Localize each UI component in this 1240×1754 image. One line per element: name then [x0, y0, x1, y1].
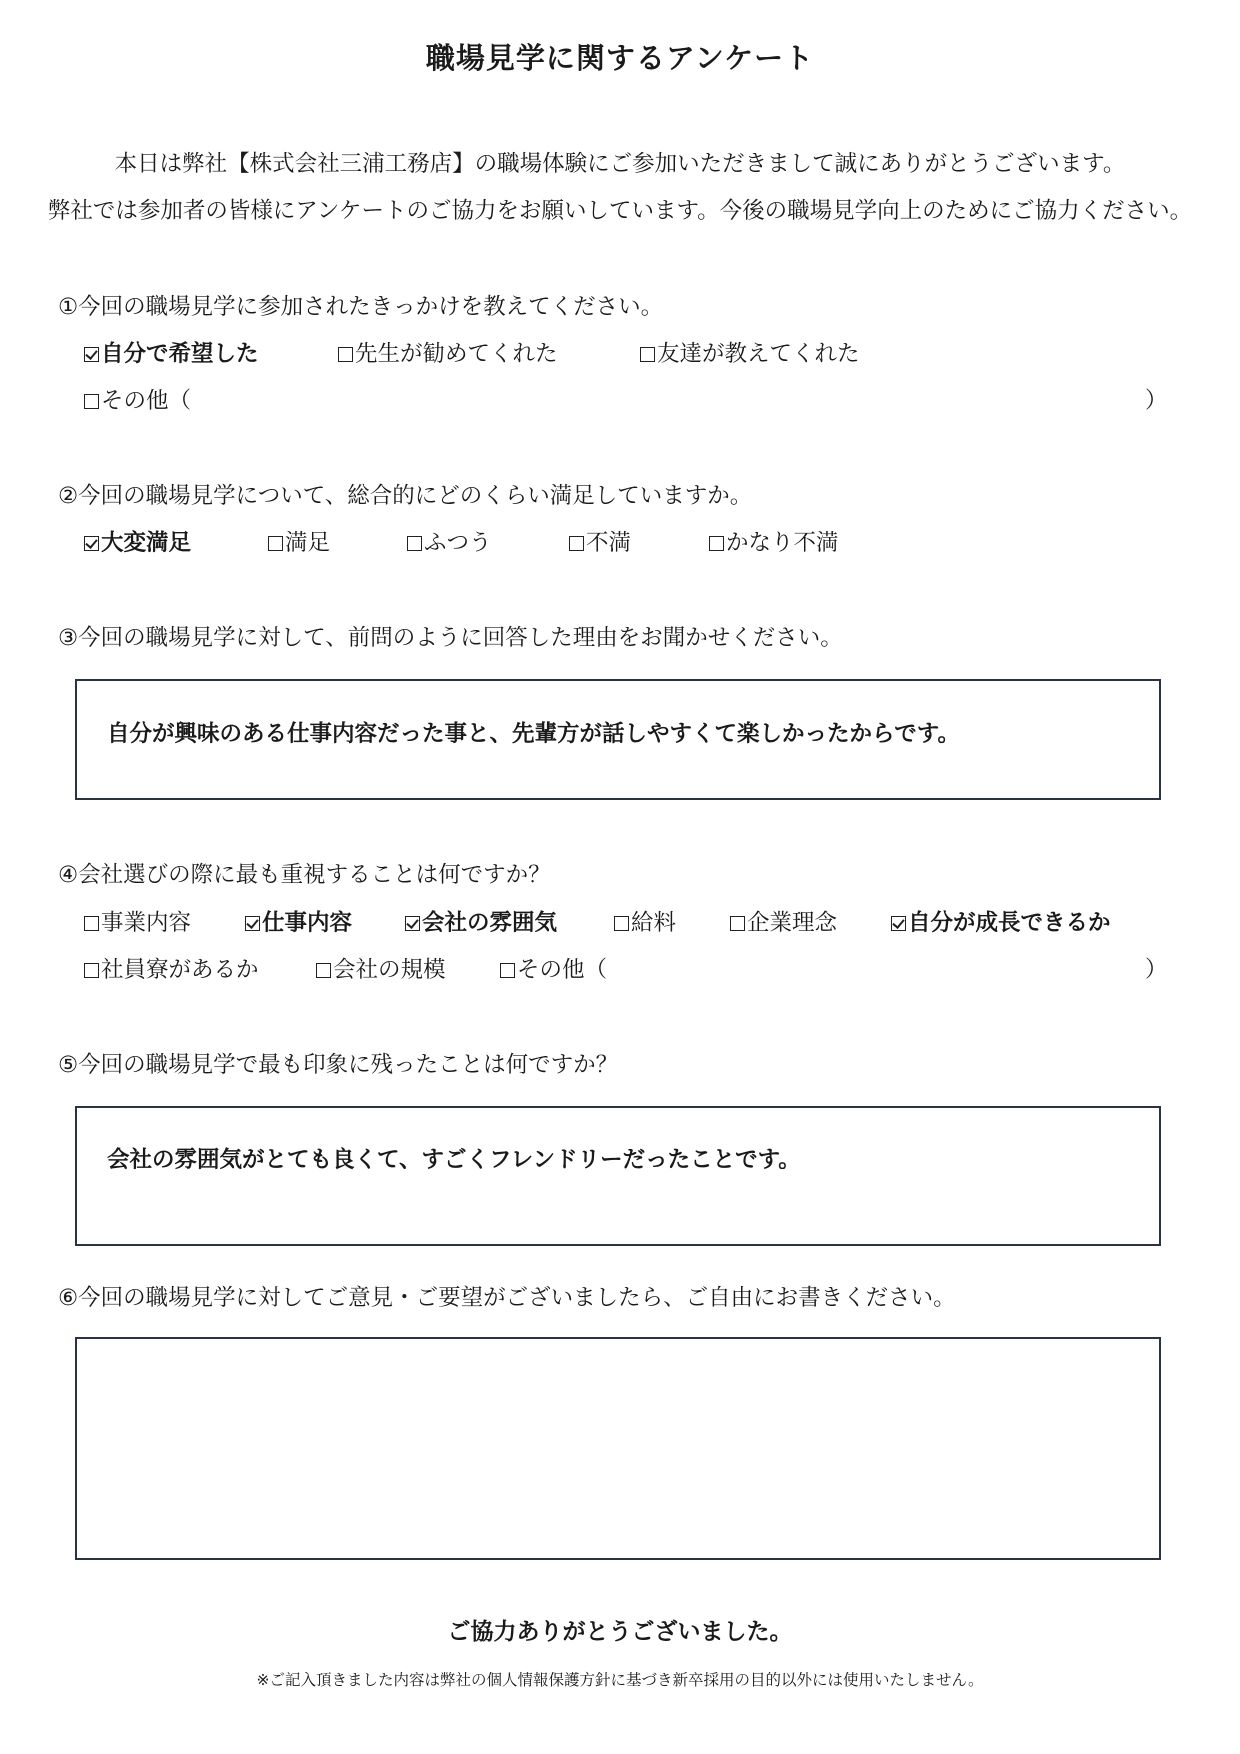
- q1-other-close-paren: ）: [1145, 388, 1168, 414]
- option-label: その他（: [517, 957, 608, 983]
- option-label: 先生が勧めてくれた: [355, 341, 558, 367]
- checkbox-icon[interactable]: [84, 963, 99, 978]
- q1-option-2[interactable]: [338, 336, 558, 368]
- option-label: 大変満足: [101, 530, 192, 556]
- checkbox-icon[interactable]: [730, 916, 745, 931]
- question-6: ⑥今回の職場見学に対してご意見・ご要望がございましたら、ご自由にお書きください。: [58, 1285, 956, 1311]
- page-title: 職場見学に関するアンケート: [425, 41, 815, 75]
- checkbox-icon[interactable]: [614, 916, 629, 931]
- option-label: 不満: [586, 530, 632, 556]
- q2-option-1[interactable]: [84, 525, 191, 557]
- checkbox-icon[interactable]: [500, 963, 515, 978]
- option-label: 会社の規模: [333, 957, 446, 983]
- checkbox-icon[interactable]: [84, 347, 99, 362]
- checkbox-icon[interactable]: [245, 916, 260, 931]
- checkbox-icon[interactable]: [268, 536, 283, 551]
- q4-option-2[interactable]: [245, 905, 352, 937]
- option-label: ふつう: [424, 530, 492, 556]
- option-label: 仕事内容: [262, 910, 353, 936]
- q4-option-6[interactable]: [891, 905, 1111, 937]
- q3-answer-box[interactable]: [75, 679, 1161, 800]
- privacy-note: ※ご記入頂きました内容は弊社の個人情報保護方針に基づき新卒採用の目的以外には使用いたしません。: [256, 1671, 984, 1689]
- q4-option-1[interactable]: [84, 905, 191, 937]
- checkbox-icon[interactable]: [84, 916, 99, 931]
- q4-option-8[interactable]: [316, 952, 446, 984]
- question-4: ④会社選びの際に最も重視することは何ですか？: [58, 862, 551, 888]
- q4-option-7[interactable]: [84, 952, 259, 984]
- question-1: ①今回の職場見学に参加されたきっかけを教えてください。: [58, 294, 664, 320]
- option-label: 給料: [631, 910, 677, 936]
- checkbox-icon[interactable]: [84, 536, 99, 551]
- checkbox-icon[interactable]: [407, 536, 422, 551]
- question-2: ②今回の職場見学について、総合的にどのくらい満足していますか。: [58, 483, 753, 509]
- option-label: 満足: [285, 530, 331, 556]
- option-label: 会社の雰囲気: [422, 910, 558, 936]
- option-label: 企業理念: [747, 910, 838, 936]
- q2-option-5[interactable]: [709, 525, 839, 557]
- q5-answer-box[interactable]: [75, 1106, 1161, 1246]
- q2-option-2[interactable]: [268, 525, 330, 557]
- q4-option-other[interactable]: [500, 952, 607, 984]
- option-label: その他（: [101, 388, 192, 414]
- option-label: 社員寮があるか: [101, 957, 259, 983]
- q4-option-4[interactable]: [614, 905, 676, 937]
- q6-answer-box[interactable]: [75, 1337, 1161, 1560]
- q4-option-3[interactable]: [405, 905, 557, 937]
- q4-option-5[interactable]: [730, 905, 837, 937]
- q1-option-other[interactable]: [84, 383, 191, 415]
- checkbox-icon[interactable]: [84, 394, 99, 409]
- q1-option-3[interactable]: [640, 336, 860, 368]
- checkbox-icon[interactable]: [316, 963, 331, 978]
- q3-answer-text: 自分が興味のある仕事内容だった事と、先輩方が話しやすくて楽しかったからです。: [107, 721, 960, 747]
- option-label: 自分が成長できるか: [908, 910, 1111, 936]
- q4-other-close-paren: ）: [1145, 957, 1168, 983]
- q2-option-4[interactable]: [569, 525, 631, 557]
- option-label: 事業内容: [101, 910, 192, 936]
- checkbox-icon[interactable]: [405, 916, 420, 931]
- question-3: ③今回の職場見学に対して、前問のように回答した理由をお聞かせください。: [58, 625, 843, 651]
- option-label: 自分で希望した: [101, 341, 259, 367]
- q1-option-1[interactable]: [84, 336, 259, 368]
- thanks-message: ご協力ありがとうございました。: [447, 1619, 793, 1645]
- intro-line-1: 本日は弊社【株式会社三浦工務店】の職場体験にご参加いただきまして誠にありがとうございます。: [114, 151, 1126, 177]
- option-label: 友達が教えてくれた: [657, 341, 860, 367]
- q2-option-3[interactable]: [407, 525, 492, 557]
- checkbox-icon[interactable]: [640, 347, 655, 362]
- checkbox-icon[interactable]: [891, 916, 906, 931]
- checkbox-icon[interactable]: [709, 536, 724, 551]
- q5-answer-text: 会社の雰囲気がとても良くて、すごくフレンドリーだったことです。: [107, 1147, 801, 1173]
- question-5: ⑤今回の職場見学で最も印象に残ったことは何ですか？: [58, 1052, 619, 1078]
- checkbox-icon[interactable]: [338, 347, 353, 362]
- checkbox-icon[interactable]: [569, 536, 584, 551]
- option-label: かなり不満: [726, 530, 839, 556]
- intro-line-2: 弊社では参加者の皆様にアンケートのご協力をお願いしています。今後の職場見学向上のためにご協力ください。: [47, 198, 1193, 224]
